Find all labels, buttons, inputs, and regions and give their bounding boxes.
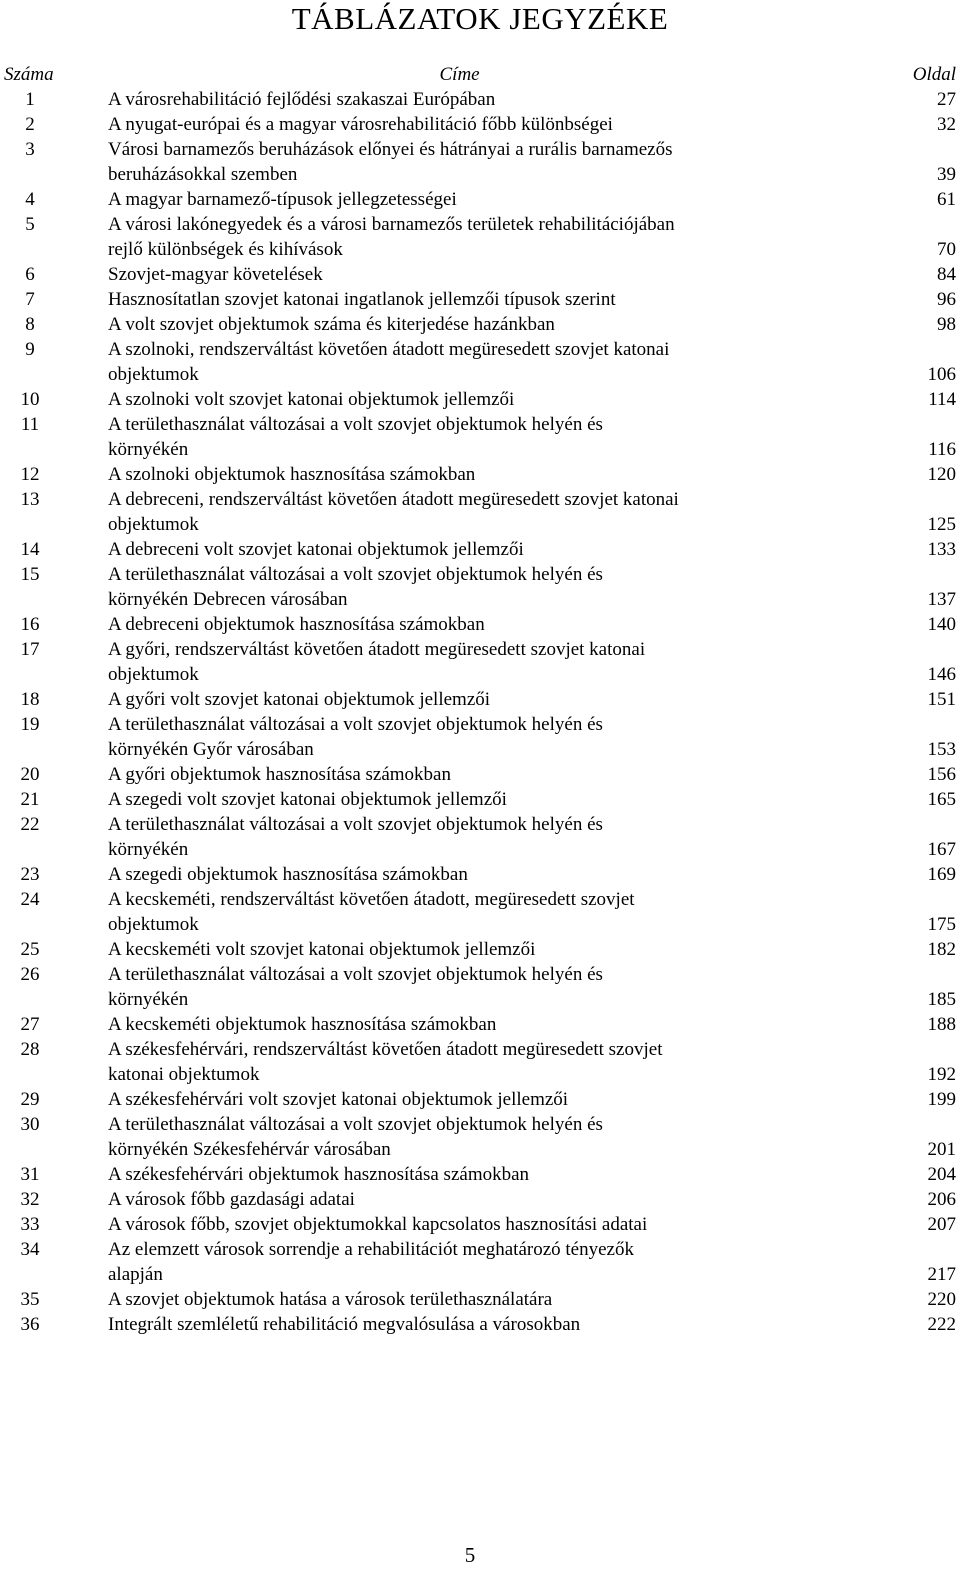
row-title — [108, 1087, 838, 1112]
row-title-line: objektumok — [108, 514, 199, 535]
column-header-page: Oldal — [912, 64, 956, 85]
row-number: 15 — [20, 564, 40, 585]
row-title — [108, 1212, 838, 1237]
row-title-line: A székesfehérvári objektumok hasznosítása számokban — [108, 1164, 530, 1185]
row-title-line: A debreceni, rendszerváltást követően átadott megüresedett szovjet katonai — [108, 489, 679, 510]
row-title-line: A székesfehérvári volt szovjet katonai objektumok jellemzői — [108, 1089, 569, 1110]
row-title — [108, 1312, 838, 1337]
row-title-line: A kecskeméti volt szovjet katonai objektumok jellemzői — [108, 939, 536, 960]
table-row — [0, 337, 960, 387]
row-title — [108, 787, 838, 812]
table-row — [0, 1162, 960, 1187]
table-row — [0, 762, 960, 787]
row-page: 220 — [927, 1289, 956, 1310]
row-title — [108, 387, 838, 412]
row-title-line: környékén — [108, 439, 189, 460]
table-row — [0, 1112, 960, 1162]
row-number: 25 — [20, 939, 40, 960]
row-title-line: A kecskeméti objektumok hasznosítása számokban — [108, 1014, 497, 1035]
row-number: 11 — [20, 414, 40, 435]
row-page: 165 — [927, 789, 956, 810]
row-title-line: rejlő különbségek és kihívások — [108, 239, 343, 260]
row-title — [108, 337, 838, 387]
table-row — [0, 687, 960, 712]
table-row — [0, 312, 960, 337]
row-number: 19 — [20, 714, 40, 735]
table-list — [0, 87, 960, 1337]
row-number: 1 — [25, 89, 35, 110]
row-title — [108, 887, 838, 937]
row-page: 70 — [937, 239, 956, 260]
row-page: 96 — [937, 289, 956, 310]
row-number: 29 — [20, 1089, 40, 1110]
row-page: 182 — [927, 939, 956, 960]
row-page: 153 — [927, 739, 956, 760]
row-number: 36 — [20, 1314, 40, 1335]
row-title-line: objektumok — [108, 914, 199, 935]
row-title — [108, 1287, 838, 1312]
row-number: 26 — [20, 964, 40, 985]
row-page: 185 — [927, 989, 956, 1010]
table-row — [0, 87, 960, 112]
table-row — [0, 387, 960, 412]
page-title: TÁBLÁZATOK JEGYZÉKE — [291, 1, 669, 36]
table-row — [0, 962, 960, 1012]
row-page: 140 — [927, 614, 956, 635]
table-row — [0, 637, 960, 687]
row-number: 30 — [20, 1114, 40, 1135]
row-title-line: környékén — [108, 839, 189, 860]
row-title-line: A győri, rendszerváltást követően átadott megüresedett szovjet katonai — [108, 639, 646, 660]
row-title-line: Az elemzett városok sorrendje a rehabilitációt meghatározó tényezők — [108, 1239, 634, 1260]
row-title — [108, 87, 838, 112]
row-page: 39 — [937, 164, 956, 185]
row-title-line: környékén Székesfehérvár városában — [108, 1139, 391, 1160]
row-page: 114 — [928, 389, 956, 410]
table-row — [0, 212, 960, 262]
row-title — [108, 637, 838, 687]
table-row — [0, 562, 960, 612]
row-number: 12 — [20, 464, 40, 485]
row-page: 27 — [937, 89, 956, 110]
row-title — [108, 137, 838, 187]
row-number: 24 — [20, 889, 40, 910]
row-page: 207 — [927, 1214, 956, 1235]
row-title-line: környékén Győr városában — [108, 739, 314, 760]
row-number: 6 — [25, 264, 35, 285]
row-title-line: A volt szovjet objektumok száma és kiterjedése hazánkban — [108, 314, 555, 335]
row-number: 17 — [20, 639, 40, 660]
table-row — [0, 1037, 960, 1087]
row-title-line: környékén Debrecen városában — [108, 589, 348, 610]
row-title — [108, 562, 838, 612]
row-page: 61 — [937, 189, 956, 210]
row-number: 34 — [20, 1239, 40, 1260]
row-page: 199 — [927, 1089, 956, 1110]
row-title-line: Városi barnamezős beruházások előnyei és hátrányai a rurális barnamezős — [108, 139, 673, 160]
row-number: 4 — [25, 189, 35, 210]
row-number: 13 — [20, 489, 40, 510]
row-number: 21 — [20, 789, 40, 810]
row-number: 31 — [20, 1164, 40, 1185]
row-title-line: A magyar barnamező-típusok jellegzetességei — [108, 189, 457, 210]
row-title-line: A szovjet objektumok hatása a városok területhasználatára — [108, 1289, 553, 1310]
row-number: 33 — [20, 1214, 40, 1235]
row-page: 217 — [927, 1264, 956, 1285]
row-page: 120 — [927, 464, 956, 485]
row-number: 35 — [20, 1289, 40, 1310]
table-row — [0, 937, 960, 962]
row-title-line: A városok főbb gazdasági adatai — [108, 1189, 355, 1210]
table-row — [0, 462, 960, 487]
row-title — [108, 262, 838, 287]
row-page: 146 — [927, 664, 956, 685]
row-number: 28 — [20, 1039, 40, 1060]
row-title — [108, 287, 838, 312]
table-row — [0, 1212, 960, 1237]
table-row — [0, 812, 960, 862]
table-row — [0, 1187, 960, 1212]
row-title-line: alapján — [108, 1264, 163, 1285]
row-number: 7 — [25, 289, 35, 310]
row-number: 22 — [20, 814, 40, 835]
row-title-line: Integrált szemléletű rehabilitáció megvalósulása a városokban — [108, 1314, 581, 1335]
row-title — [108, 687, 838, 712]
row-title — [108, 537, 838, 562]
row-title-line: A nyugat-európai és a magyar városrehabilitáció főbb különbségei — [108, 114, 613, 135]
row-title-line: A városrehabilitáció fejlődési szakaszai Európában — [108, 89, 496, 110]
row-title — [108, 412, 838, 462]
row-title — [108, 1037, 838, 1087]
row-number: 10 — [20, 389, 40, 410]
table-row — [0, 1287, 960, 1312]
row-page: 151 — [927, 689, 956, 710]
table-row — [0, 787, 960, 812]
row-number: 8 — [25, 314, 35, 335]
row-title-line: A debreceni volt szovjet katonai objektumok jellemzői — [108, 539, 524, 560]
row-page: 201 — [927, 1139, 956, 1160]
row-title — [108, 1012, 838, 1037]
table-row — [0, 712, 960, 762]
row-title-line: A területhasználat változásai a volt szovjet objektumok helyén és — [108, 1114, 603, 1135]
row-title — [108, 712, 838, 762]
row-page: 204 — [927, 1164, 956, 1185]
row-title-line: katonai objektumok — [108, 1064, 260, 1085]
row-page: 169 — [927, 864, 956, 885]
table-row — [0, 1237, 960, 1287]
row-number: 5 — [25, 214, 35, 235]
row-page: 188 — [927, 1014, 956, 1035]
row-page: 32 — [937, 114, 956, 135]
row-title — [108, 1187, 838, 1212]
page-number: 5 — [464, 1543, 476, 1567]
row-page: 84 — [937, 264, 956, 285]
row-title-line: beruházásokkal szemben — [108, 164, 298, 185]
row-title-line: A szolnoki objektumok hasznosítása számokban — [108, 464, 476, 485]
row-title-line: A területhasználat változásai a volt szovjet objektumok helyén és — [108, 564, 603, 585]
table-row — [0, 612, 960, 637]
row-page: 106 — [927, 364, 956, 385]
row-number: 32 — [20, 1189, 40, 1210]
row-title-line: A székesfehérvári, rendszerváltást követően átadott megüresedett szovjet — [108, 1039, 663, 1060]
row-title — [108, 312, 838, 337]
row-title-line: A városok főbb, szovjet objektumokkal kapcsolatos hasznosítási adatai — [108, 1214, 648, 1235]
row-page: 137 — [927, 589, 956, 610]
row-title-line: A debreceni objektumok hasznosítása számokban — [108, 614, 485, 635]
table-row — [0, 537, 960, 562]
row-number: 23 — [20, 864, 40, 885]
table-row — [0, 187, 960, 212]
row-number: 27 — [20, 1014, 40, 1035]
row-page: 222 — [927, 1314, 956, 1335]
table-row — [0, 487, 960, 537]
row-page: 116 — [928, 439, 956, 460]
row-page: 192 — [927, 1064, 956, 1085]
row-title-line: objektumok — [108, 664, 199, 685]
row-title-line: környékén — [108, 989, 189, 1010]
row-title — [108, 487, 838, 537]
row-page: 125 — [927, 514, 956, 535]
row-number: 16 — [20, 614, 40, 635]
row-title-line: A szolnoki volt szovjet katonai objektumok jellemzői — [108, 389, 515, 410]
table-row — [0, 262, 960, 287]
row-title-line: A területhasználat változásai a volt szovjet objektumok helyén és — [108, 714, 603, 735]
row-number: 2 — [25, 114, 35, 135]
row-title — [108, 812, 838, 862]
column-header-number: Száma — [4, 64, 54, 85]
row-title-line: A szolnoki, rendszerváltást követően átadott megüresedett szovjet katonai — [108, 339, 670, 360]
row-title-line: A területhasználat változásai a volt szovjet objektumok helyén és — [108, 814, 603, 835]
row-page: 98 — [937, 314, 956, 335]
column-header-title: Címe — [439, 64, 480, 85]
table-row — [0, 137, 960, 187]
table-row — [0, 112, 960, 137]
table-row — [0, 1012, 960, 1037]
row-page: 133 — [927, 539, 956, 560]
row-number: 9 — [25, 339, 35, 360]
row-title — [108, 612, 838, 637]
row-title — [108, 962, 838, 1012]
row-title-line: A győri volt szovjet katonai objektumok jellemzői — [108, 689, 491, 710]
row-title — [108, 1112, 838, 1162]
table-row — [0, 1087, 960, 1112]
row-title-line: A győri objektumok hasznosítása számokban — [108, 764, 451, 785]
row-page: 206 — [927, 1189, 956, 1210]
toc-header — [0, 62, 960, 87]
table-row — [0, 862, 960, 887]
row-title-line: A szegedi volt szovjet katonai objektumok jellemzői — [108, 789, 507, 810]
row-page: 175 — [927, 914, 956, 935]
row-title-line: A városi lakónegyedek és a városi barnamezős területek rehabilitációjában — [108, 214, 675, 235]
row-page: 167 — [927, 839, 956, 860]
table-row — [0, 412, 960, 462]
row-title — [108, 862, 838, 887]
row-title-line: Hasznosítatlan szovjet katonai ingatlanok jellemzői típusok szerint — [108, 289, 616, 310]
row-title — [108, 1237, 838, 1287]
row-title — [108, 937, 838, 962]
row-title — [108, 1162, 838, 1187]
row-title-line: A területhasználat változásai a volt szovjet objektumok helyén és — [108, 964, 603, 985]
table-row — [0, 1312, 960, 1337]
row-title — [108, 187, 838, 212]
row-title-line: Szovjet-magyar követelések — [108, 264, 323, 285]
row-title — [108, 112, 838, 137]
row-title — [108, 762, 838, 787]
row-title-line: A területhasználat változásai a volt szovjet objektumok helyén és — [108, 414, 603, 435]
row-title-line: objektumok — [108, 364, 199, 385]
row-number: 14 — [20, 539, 40, 560]
table-row — [0, 287, 960, 312]
row-page: 156 — [927, 764, 956, 785]
row-number: 3 — [25, 139, 35, 160]
row-title-line: A kecskeméti, rendszerváltást követően átadott, megüresedett szovjet — [108, 889, 635, 910]
row-number: 18 — [20, 689, 40, 710]
row-number: 20 — [20, 764, 40, 785]
row-title-line: A szegedi objektumok hasznosítása számokban — [108, 864, 468, 885]
row-title — [108, 212, 838, 262]
row-title — [108, 462, 838, 487]
table-row — [0, 887, 960, 937]
